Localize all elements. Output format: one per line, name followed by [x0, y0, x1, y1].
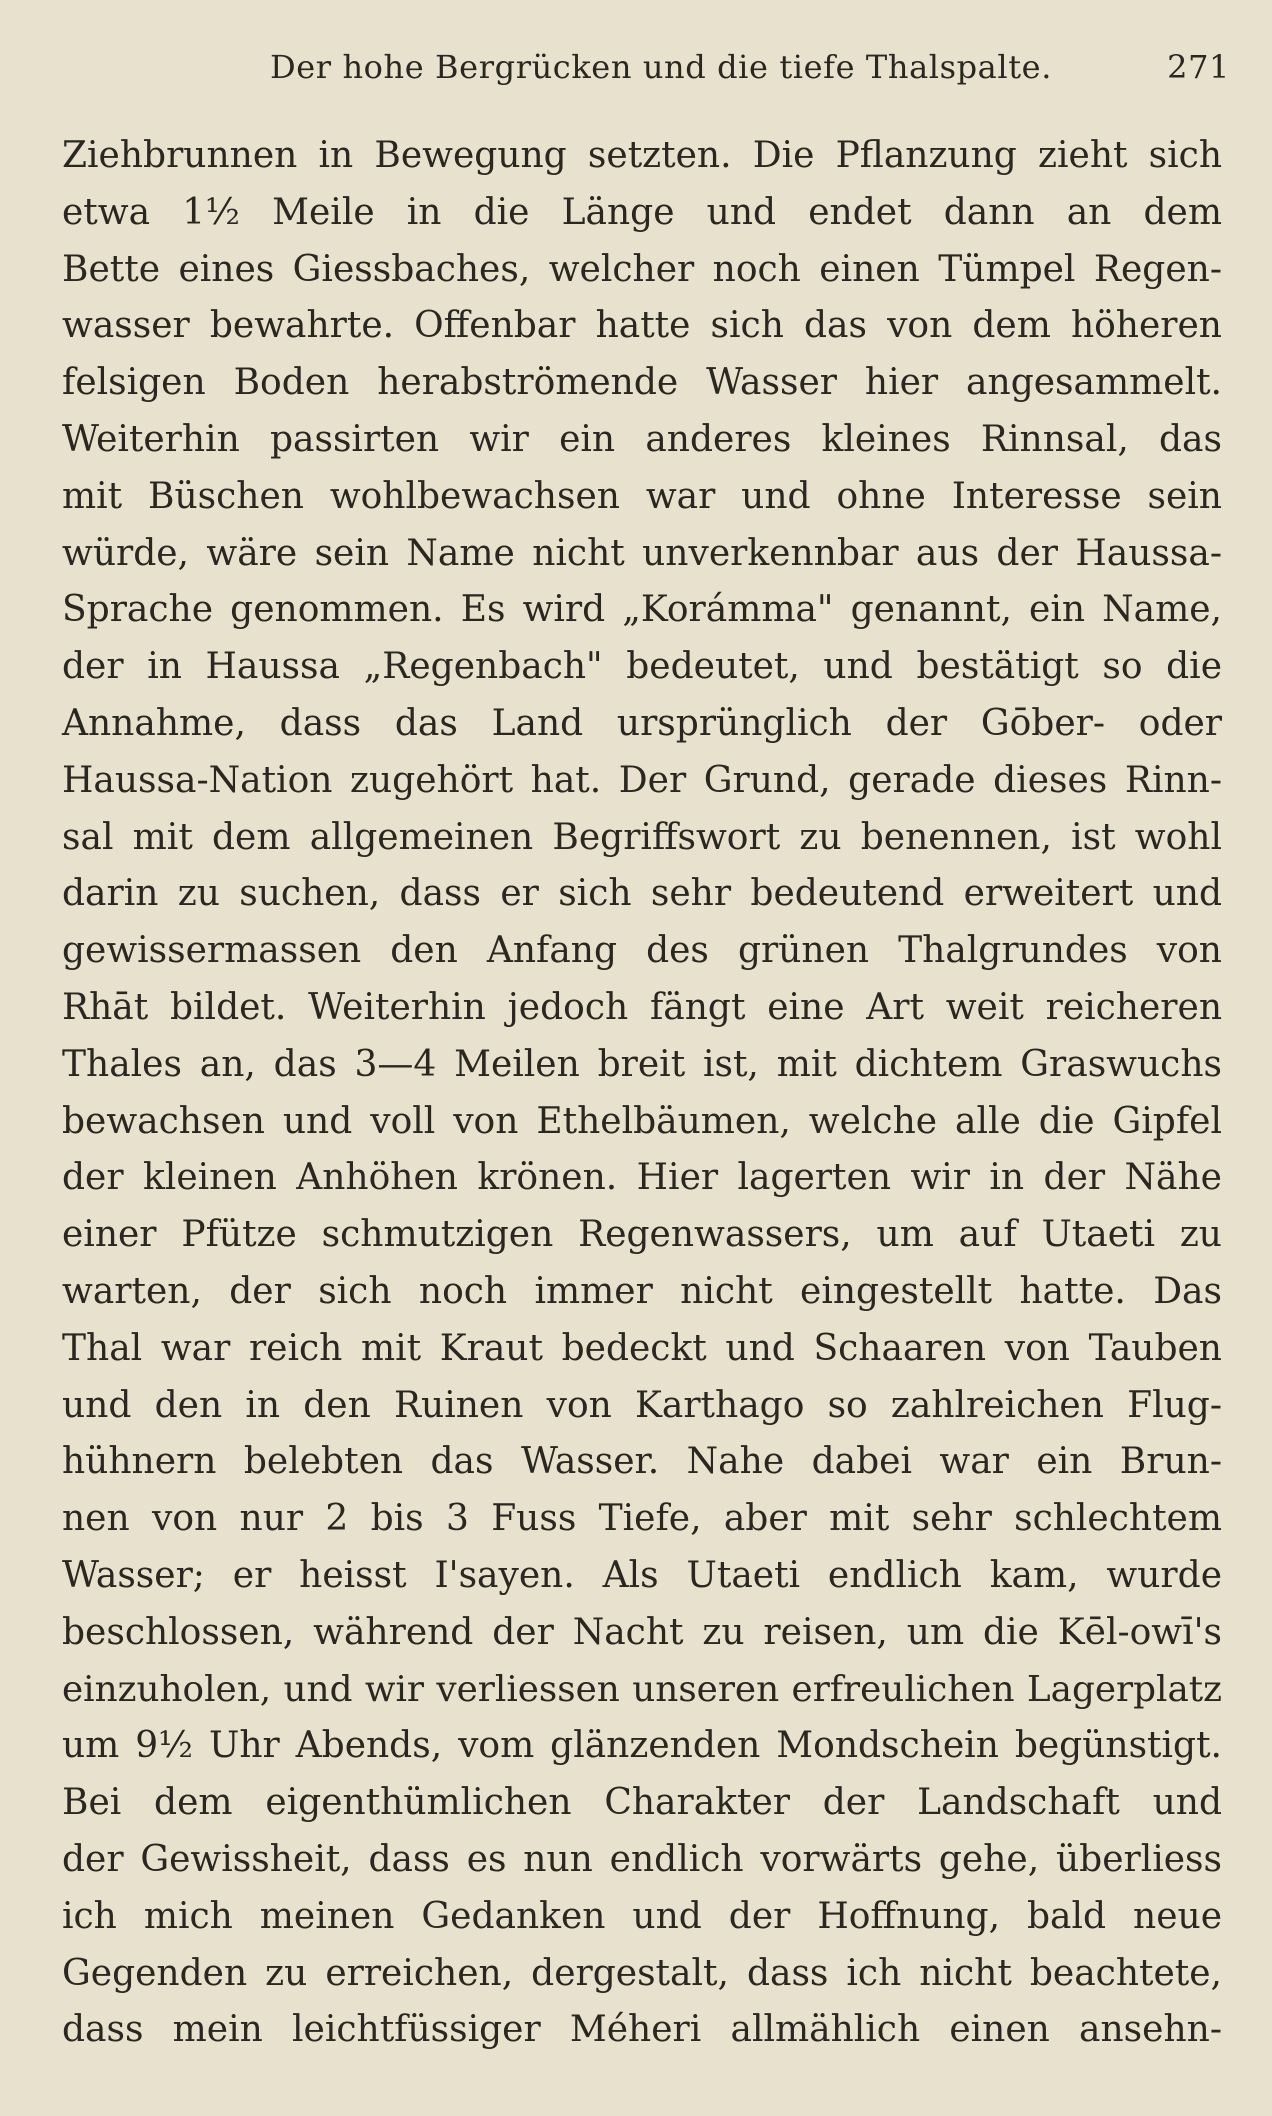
text-line: Haussa-Nation zugehört hat. Der Grund, gerade dieses Rinn- [62, 759, 1222, 801]
running-head [270, 48, 1230, 92]
text-line: Rhāt bildet. Weiterhin jedoch fängt eine Art weit reicheren [62, 986, 1222, 1028]
text-line: dass mein leichtfüssiger Méheri allmählich einen ansehn- [62, 2009, 1222, 2051]
text-line: bewachsen und voll von Ethelbäumen, welche alle die Gipfel [62, 1100, 1222, 1142]
running-title: Der hohe Bergrücken und die tiefe Thalspalte. [270, 48, 1052, 86]
text-line: wasser bewahrte. Offenbar hatte sich das von dem höheren [62, 305, 1222, 347]
text-line: Sprache genommen. Es wird „Korámma" genannt, ein Name, [62, 589, 1222, 631]
text-line: ich mich meinen Gedanken und der Hoffnung, bald neue [62, 1895, 1222, 1937]
text-line: nen von nur 2 bis 3 Fuss Tiefe, aber mit sehr schlechtem [62, 1498, 1222, 1540]
text-line: gewissermassen den Anfang des grünen Thalgrundes von [62, 930, 1222, 972]
text-line: Annahme, dass das Land ursprünglich der Gōber- oder [62, 702, 1222, 744]
text-line: Wasser; er heisst I'sayen. Als Utaeti endlich kam, wurde [62, 1554, 1222, 1596]
text-line: Bei dem eigenthümlichen Charakter der Landschaft und [62, 1782, 1222, 1824]
text-line: Weiterhin passirten wir ein anderes kleines Rinnsal, das [62, 418, 1222, 460]
text-line: darin zu suchen, dass er sich sehr bedeutend erweitert und [62, 873, 1222, 915]
text-line: sal mit dem allgemeinen Begriffswort zu benennen, ist wohl [62, 816, 1222, 858]
text-line: Thal war reich mit Kraut bedeckt und Schaaren von Tauben [62, 1327, 1222, 1369]
body-text [62, 128, 1222, 2059]
text-line: beschlossen, während der Nacht zu reisen, um die Kēl-owī's [62, 1611, 1222, 1653]
text-line: der in Haussa „Regenbach" bedeutet, und bestätigt so die [62, 646, 1222, 688]
text-line: einer Pfütze schmutzigen Regenwassers, um auf Utaeti zu [62, 1214, 1222, 1256]
text-line: und den in den Ruinen von Karthago so zahlreichen Flug- [62, 1384, 1222, 1426]
text-line: der Gewissheit, dass es nun endlich vorwärts gehe, überliess [62, 1838, 1222, 1880]
text-line: etwa 1½ Meile in die Länge und endet dann an dem [62, 191, 1222, 233]
text-line: mit Büschen wohlbewachsen war und ohne Interesse sein [62, 475, 1222, 517]
text-line: würde, wäre sein Name nicht unverkennbar aus der Haussa- [62, 532, 1222, 574]
text-line: felsigen Boden herabströmende Wasser hier angesammelt. [62, 362, 1222, 404]
text-line: Ziehbrunnen in Bewegung setzten. Die Pflanzung zieht sich [62, 135, 1222, 176]
text-line: Bette eines Giessbaches, welcher noch einen Tümpel Regen- [62, 248, 1222, 290]
text-line: Gegenden zu erreichen, dergestalt, dass ich nicht beachtete, [62, 1952, 1222, 1994]
text-line: der kleinen Anhöhen krönen. Hier lagerten wir in der Nähe [62, 1157, 1222, 1199]
text-line: Thales an, das 3—4 Meilen breit ist, mit dichtem Graswuchs [62, 1043, 1222, 1085]
page-number: 271 [1167, 48, 1230, 86]
text-line: hühnern belebten das Wasser. Nahe dabei war ein Brun- [62, 1441, 1222, 1483]
text-line: um 9½ Uhr Abends, vom glänzenden Mondschein begünstigt. [62, 1725, 1222, 1767]
text-line: einzuholen, und wir verliessen unseren erfreulichen Lagerplatz [62, 1668, 1222, 1710]
text-line: warten, der sich noch immer nicht eingestellt hatte. Das [62, 1270, 1222, 1312]
